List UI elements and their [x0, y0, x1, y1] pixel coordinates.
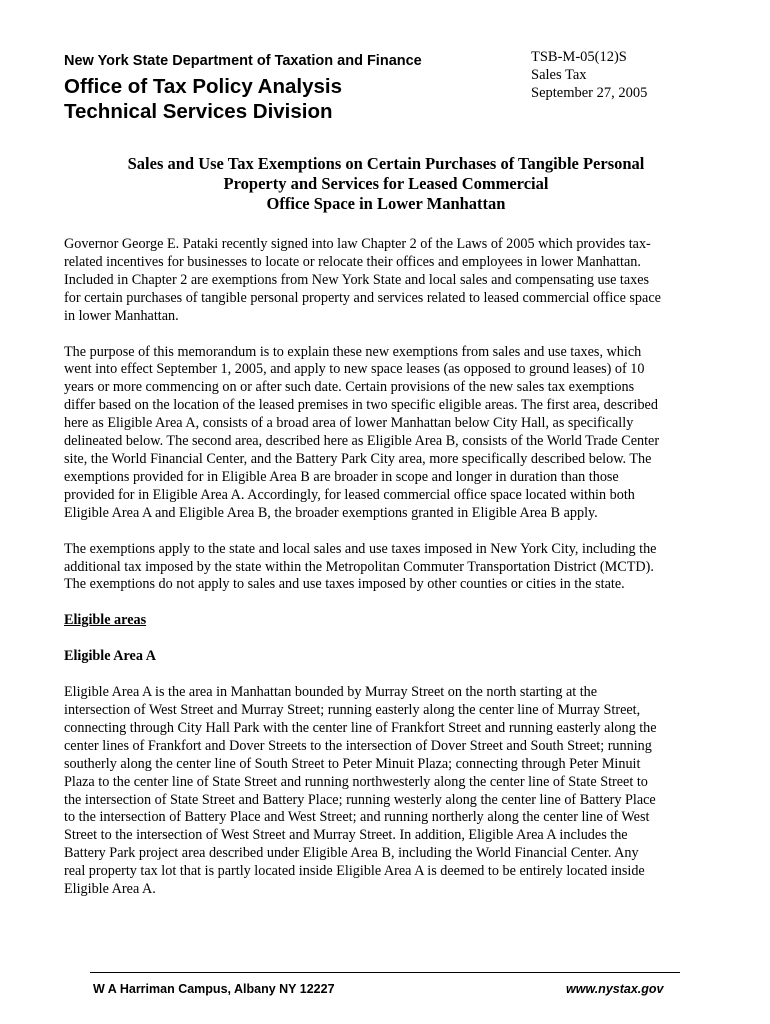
text-line: Included in Chapter 2 are exemptions from New York State and local sales and compensating use taxes [64, 271, 650, 288]
paragraph-purpose [64, 344, 712, 523]
text-line: Governor George E. Pataki recently signed into law Chapter 2 of the Laws of 2005 which provides tax- [64, 236, 651, 252]
text-line: connecting through City Hall Park with the center line of Frankfort Street and running easterly along the [64, 719, 657, 736]
letterhead [64, 52, 422, 124]
text-line: The purpose of this memorandum is to explain these new exemptions from sales and use taxes, which [64, 343, 642, 360]
office-name: Office of Tax Policy Analysis [64, 75, 342, 98]
text-line: The exemptions apply to the state and local sales and use taxes imposed in New York City, including the [64, 540, 657, 557]
text-line: real property tax lot that is partly located inside Eligible Area A is deemed to be entirely located inside [64, 863, 645, 880]
text-line: in lower Manhattan. [64, 307, 179, 324]
text-line: additional tax imposed by the state within the Metropolitan Commuter Transportation District (MCTD). [64, 558, 654, 575]
text-line: southerly along the center line of South Street to Peter Minuit Plaza; connecting through Peter Minuit [64, 755, 641, 772]
heading-eligible-areas [64, 612, 712, 630]
text-line: the intersection of State Street and Battery Place; running westerly along the center line of Battery Place [64, 791, 656, 808]
text-line: exemptions provided for in Eligible Area B are broader in scope and longer in duration than those [64, 468, 619, 485]
text-line: for certain purchases of tangible personal property and services related to leased commercial office space [64, 289, 661, 306]
document-date: September 27, 2005 [531, 85, 648, 101]
tax-category: Sales Tax [531, 67, 587, 83]
text-line: differ based on the location of the leased premises in two specific eligible areas. The first area, described [64, 397, 658, 414]
paragraph-intro [64, 236, 712, 326]
paragraph-area-a [64, 684, 712, 899]
text-line: Eligible Area A and Eligible Area B, the broader exemptions granted in Eligible Area B apply. [64, 504, 598, 521]
division-name: Technical Services Division [64, 100, 333, 123]
heading-eligible-areas-text: Eligible areas [64, 612, 147, 629]
text-line: here as Eligible Area A, consists of a broad area of lower Manhattan below City Hall, as specifically [64, 415, 634, 432]
title-line-2: Property and Services for Leased Commercial [223, 174, 549, 193]
memo-title [64, 154, 708, 214]
text-line: related incentives for businesses to locate or relocate their offices and employees in lower Manhattan. [64, 253, 641, 270]
text-line: provided for in Eligible Area A. Accordingly, for leased commercial office space located within both [64, 486, 635, 503]
text-line: delineated below. The second area, described here as Eligible Area B, consists of the World Trade Center [64, 433, 660, 450]
title-line-1: Sales and Use Tax Exemptions on Certain Purchases of Tangible Personal [127, 154, 645, 173]
text-line: years or more commencing on or after such date. Certain provisions of the new sales tax exemptions [64, 379, 635, 396]
text-line: site, the World Financial Center, and the Battery Park City area, more specifically described below. The [64, 450, 652, 467]
text-line: Street to the intersection of West Street and Murray Street. In addition, Eligible Area A includes the [64, 827, 628, 844]
footer-website: www.nystax.gov [566, 982, 664, 996]
memo-body [64, 236, 712, 917]
paragraph-applicability [64, 541, 712, 595]
text-line: to the intersection of Battery Place and West Street; and running northerly along the center line of West [64, 809, 650, 826]
footer-divider [90, 972, 680, 973]
text-line: Battery Park project area described under Eligible Area B, including the World Financial Center. Any [64, 845, 639, 862]
heading-eligible-area-a: Eligible Area A [64, 648, 156, 665]
document-reference [531, 48, 647, 102]
text-line: intersection of West Street and Murray Street; running easterly along the center line of Murray Street, [64, 702, 641, 719]
text-line: Plaza to the center line of State Street and running northwesterly along the center line of State Street to [64, 773, 648, 790]
text-line: The exemptions do not apply to sales and use taxes imposed by other counties or cities in the state. [64, 576, 625, 593]
footer-address: W A Harriman Campus, Albany NY 12227 [93, 982, 335, 996]
text-line: center lines of Frankfort and Dover Streets to the intersection of Dover Street and South Street; running [64, 737, 652, 754]
department-name: New York State Department of Taxation and Finance [64, 53, 422, 69]
text-line: went into effect September 1, 2005, and apply to new space leases (as opposed to ground leases) of 10 [64, 361, 645, 378]
title-line-3: Office Space in Lower Manhattan [266, 194, 506, 213]
text-line: Eligible Area A is the area in Manhattan bounded by Murray Street on the north starting at the [64, 684, 598, 701]
text-line: Eligible Area A. [64, 881, 156, 898]
document-number: TSB-M-05(12)S [531, 49, 627, 65]
